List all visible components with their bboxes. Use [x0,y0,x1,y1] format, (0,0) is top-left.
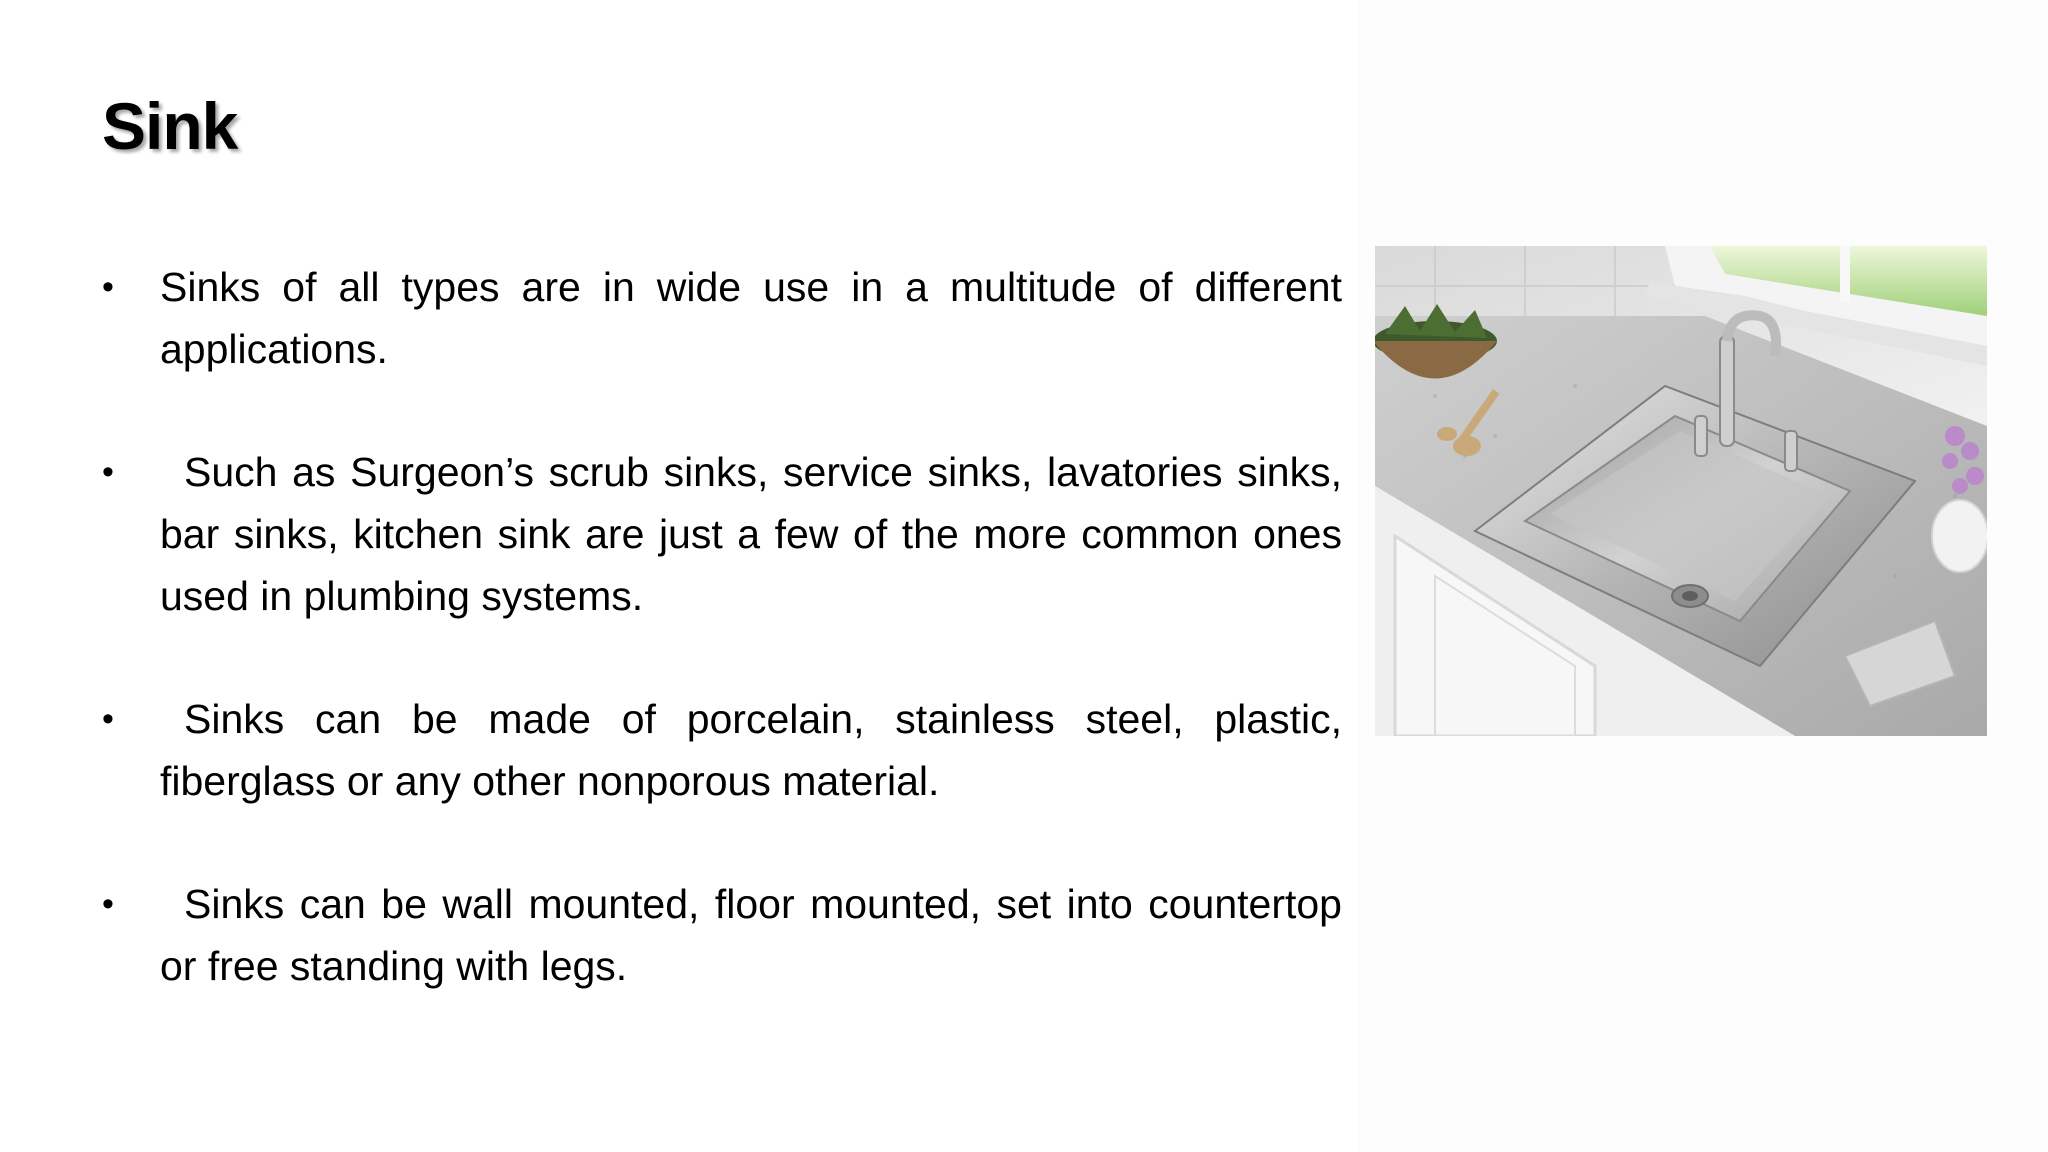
bullet-item [102,873,1342,997]
slide-title: Sink [102,89,238,163]
sink-photo [1375,246,1987,736]
bullet-text: Such as Surgeon’s scrub sinks, service sinks, lavatories sinks, bar sinks, kitchen sink are just a few of the more common ones used in plumbing systems. [160,449,1342,619]
bullet-dot: • [102,885,114,923]
sink-illustration [1375,246,1987,736]
bullet-dot: • [102,453,114,491]
bullet-dot: • [102,700,114,738]
bullet-item [102,688,1342,812]
bullet-item [102,256,1342,380]
bullet-dot: • [102,268,114,306]
bullet-item [102,441,1342,627]
bullet-list [102,256,1342,1058]
bullet-text: Sinks can be wall mounted, floor mounted, set into countertop or free standing with legs. [160,881,1342,989]
bullet-text: Sinks of all types are in wide use in a multitude of different applications. [160,264,1342,372]
bullet-text: Sinks can be made of porcelain, stainless steel, plastic, fiberglass or any other nonporous material. [160,696,1342,804]
